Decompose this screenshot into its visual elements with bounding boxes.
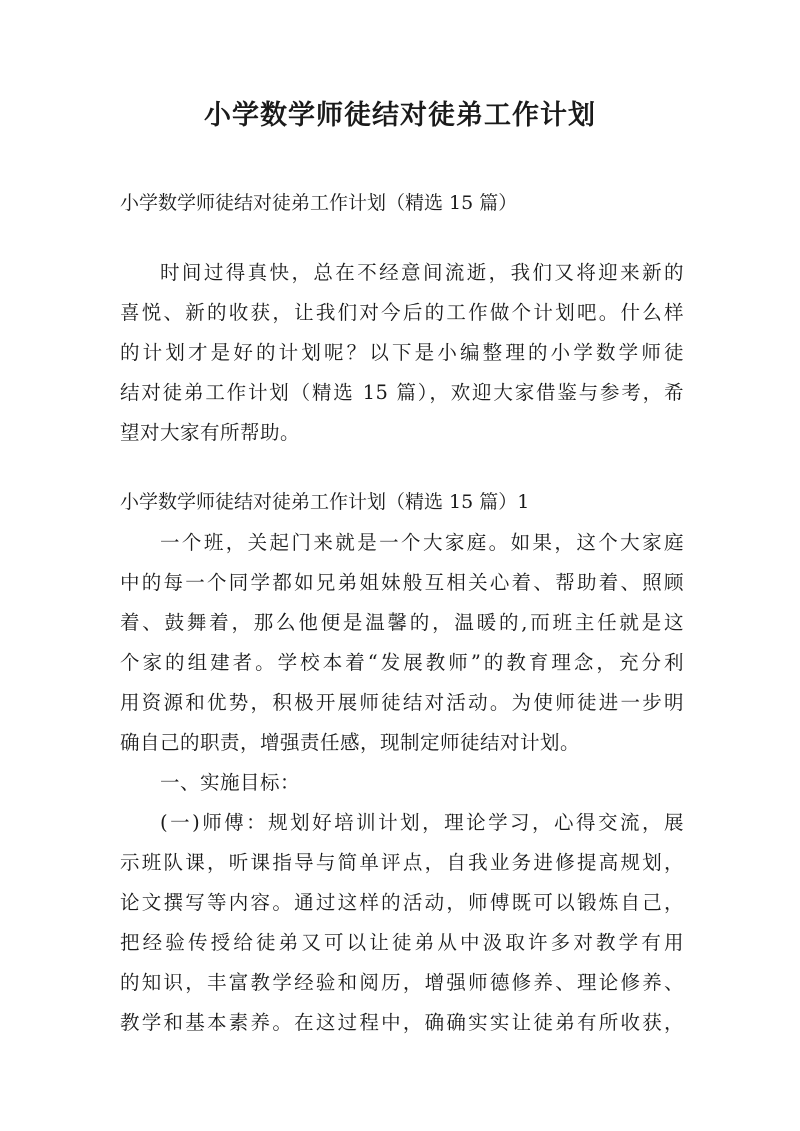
intro-line: 望对大家有所帮助。 (120, 421, 301, 444)
body-line: 论文撰写等内容。通过这样的活动，师傅既可以锻炼自己， (120, 891, 684, 914)
document-title: 小学数学师徒结对徒弟工作计划 (204, 100, 596, 131)
body-paragraph (120, 523, 684, 1043)
intro-paragraph (120, 253, 684, 453)
intro-line: 喜悦、新的收获，让我们对今后的工作做个计划吧。什么样 (120, 301, 684, 324)
body-line: 个家的组建者。学校本着“发展教师”的教育理念，充分利 (120, 651, 684, 674)
body-line: (一)师傅：规划好培训计划，理论学习，心得交流，展 (160, 811, 684, 834)
body-line: 的知识，丰富教学经验和阅历，增强师德修养、理论修养、 (120, 971, 684, 994)
body-line: 教学和基本素养。在这过程中，确确实实让徒弟有所收获， (120, 1011, 684, 1034)
document-subtitle: 小学数学师徒结对徒弟工作计划（精选 15 篇） (120, 192, 518, 214)
body-line: 用资源和优势，积极开展师徒结对活动。为使师徒进一步明 (120, 691, 684, 714)
intro-line: 的计划才是好的计划呢？以下是小编整理的小学数学师徒 (120, 341, 684, 364)
section-heading: 小学数学师徒结对徒弟工作计划（精选 15 篇）1 (120, 491, 530, 513)
intro-line: 结对徒弟工作计划（精选 15 篇），欢迎大家借鉴与参考，希 (120, 381, 684, 404)
body-line: 着、鼓舞着，那么他便是温馨的，温暖的,而班主任就是这 (120, 611, 684, 634)
body-line: 一个班，关起门来就是一个大家庭。如果，这个大家庭 (160, 531, 684, 554)
body-line: 把经验传授给徒弟又可以让徒弟从中汲取许多对教学有用 (120, 931, 684, 954)
body-line: 确自己的职责，增强责任感，现制定师徒结对计划。 (120, 731, 581, 754)
body-line: 示班队课，听课指导与简单评点，自我业务进修提高规划， (120, 851, 684, 874)
intro-line: 时间过得真快，总在不经意间流逝，我们又将迎来新的 (160, 261, 684, 284)
body-line: 中的每一个同学都如兄弟姐妹般互相关心着、帮助着、照顾 (120, 571, 684, 594)
body-line: 一、实施目标： (160, 771, 301, 794)
